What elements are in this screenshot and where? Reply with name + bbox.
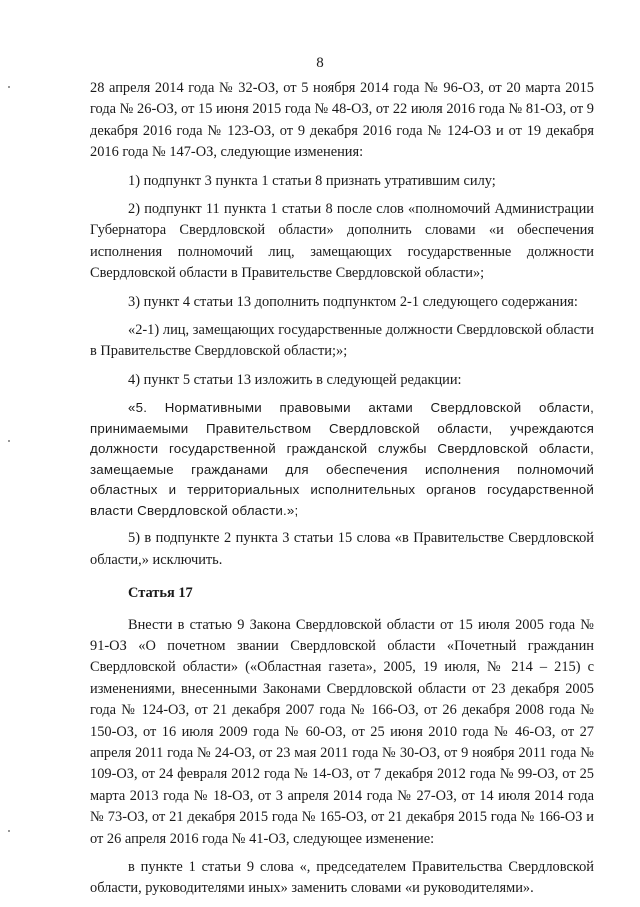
scan-artifact: [8, 440, 10, 442]
page-number: 8: [316, 55, 324, 71]
paragraph-item-4: 4) пункт 5 статьи 13 изложить в следующей редакции:: [128, 371, 462, 388]
paragraph-quote-1: «2-1) лиц, замещающих государственные должности Свердловской области в Правительстве Свердловской области;»;: [90, 322, 594, 360]
scan-artifact: [8, 86, 10, 88]
article-heading: Статья 17: [128, 585, 193, 602]
paragraph-item-5: 5) в подпункте 2 пункта 3 статьи 15 слова «в Правительстве Свердловской области,» исключить.: [90, 530, 594, 568]
paragraph-article-17-change: в пункте 1 статьи 9 слова «, председателем Правительства Свердловской области, руководителями иных» заменить словами «и руководителями».: [90, 858, 594, 897]
paragraph-item-2: 2) подпункт 11 пункта 1 статьи 8 после слов «полномочий Администрации Губернатора Свердловской области» дополнить словами «и обеспечения исполнения полномочий лиц, замещающих государственные должности Свердловской области в Правительстве Свердловской области»;: [90, 201, 594, 282]
paragraph-quote-2: «5. Нормативными правовыми актами Свердловской области, принимаемыми Правительством Свердловской области, учреждаются должности государственной гражданской службы Свердловской области, замещаемые гражданами для обеспечения исполнения полномочий областных и территориальных исполнительных органов государственной власти Свердловской области.»;: [90, 400, 594, 518]
paragraph-intro: 28 апреля 2014 года № 32-ОЗ, от 5 ноября 2014 года № 96-ОЗ, от 20 марта 2015 года № 26-ОЗ, от 15 июня 2015 года № 48-ОЗ, от 22 июля 2016 года № 81-ОЗ, от 9 декабря 2016 года № 123-ОЗ, от 9 декабря 2016 года № 124-ОЗ и от 19 декабря 2016 года № 147-ОЗ, следующие изменения:: [90, 80, 594, 161]
paragraph-item-3: 3) пункт 4 статьи 13 дополнить подпунктом 2-1 следующего содержания:: [128, 293, 578, 310]
paragraph-item-1: 1) подпункт 3 пункта 1 статьи 8 признать утратившим силу;: [128, 172, 496, 189]
scan-artifact: [8, 830, 10, 832]
document-body: [90, 78, 594, 907]
paragraph-article-17-body: Внести в статью 9 Закона Свердловской области от 15 июля 2005 года № 91-ОЗ «О почетном звании Свердловской области «Почетный гражданин Свердловской области» («Областная газета», 2005, 19 июля, № 214 – 215) с изменениями, внесенными Законами Свердловской области от 23 декабря 2005 года № 124-ОЗ, от 21 декабря 2007 года № 166-ОЗ, от 26 декабря 2008 года № 150-ОЗ, от 16 июля 2009 года № 60-ОЗ, от 25 июня 2010 года № 46-ОЗ, от 27 апреля 2011 года № 24-ОЗ, от 23 мая 2011 года № 30-ОЗ, от 9 ноября 2011 года № 109-ОЗ, от 24 февраля 2012 года № 14-ОЗ, от 7 декабря 2012 года № 99-ОЗ, от 25 марта 2013 года № 18-ОЗ, от 3 апреля 2014 года № 27-ОЗ, от 14 июля 2014 года № 73-ОЗ, от 21 декабря 2015 года № 165-ОЗ, от 21 декабря 2015 года № 166-ОЗ и от 26 апреля 2016 года № 41-ОЗ, следующее изменение:: [90, 616, 594, 847]
